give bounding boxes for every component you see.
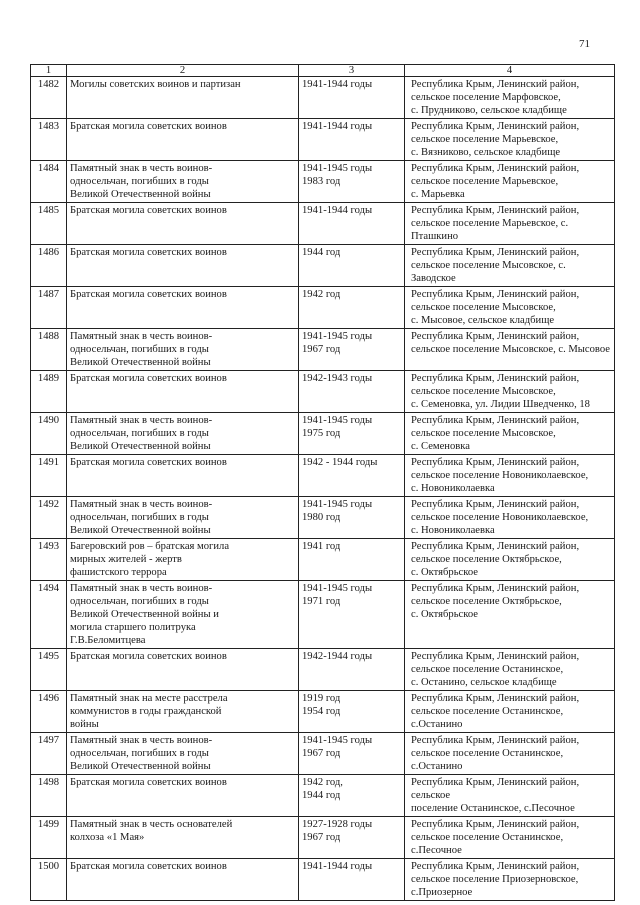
memorial-years-line: 1941-1944 годы bbox=[302, 205, 373, 216]
memorial-address-line: с. Новониколаевка bbox=[411, 525, 495, 536]
memorial-name-line: Братская могила советских воинов bbox=[70, 777, 227, 788]
memorial-name bbox=[67, 455, 299, 497]
memorial-years bbox=[299, 733, 405, 775]
memorial-address-line: с.Приозерное bbox=[411, 887, 473, 898]
table-row bbox=[31, 161, 615, 203]
memorial-address-line: поселение Останинское, с.Песочное bbox=[411, 803, 575, 814]
memorial-years-line: 1941 год bbox=[302, 541, 341, 552]
table-row bbox=[31, 413, 615, 455]
memorial-address bbox=[405, 245, 615, 287]
memorial-years bbox=[299, 119, 405, 161]
memorial-years bbox=[299, 775, 405, 817]
memorial-address-line: с. Мысовое, сельское кладбище bbox=[411, 315, 555, 326]
row-number: 1490 bbox=[31, 413, 67, 455]
memorial-name-line: Братская могила советских воинов bbox=[70, 651, 227, 662]
header-col-4: 4 bbox=[405, 65, 615, 77]
memorial-name bbox=[67, 817, 299, 859]
row-number: 1484 bbox=[31, 161, 67, 203]
memorial-address-line: Республика Крым, Ленинский район, bbox=[411, 163, 580, 174]
memorial-years-line: 1967 год bbox=[302, 344, 341, 355]
memorial-name-line: Великой Отечественной войны bbox=[70, 189, 211, 200]
memorial-name-line: Братская могила советских воинов bbox=[70, 247, 227, 258]
memorial-address bbox=[405, 497, 615, 539]
memorial-name-line: Великой Отечественной войны и bbox=[70, 609, 219, 620]
memorial-name-line: Братская могила советских воинов bbox=[70, 121, 227, 132]
memorial-address bbox=[405, 455, 615, 497]
table-row bbox=[31, 775, 615, 817]
memorial-name-line: Братская могила советских воинов bbox=[70, 289, 227, 300]
memorial-years-line: 1941-1945 годы bbox=[302, 415, 373, 426]
memorial-address-line: Республика Крым, Ленинский район, bbox=[411, 583, 580, 594]
memorial-name-line: могила старшего политрука bbox=[70, 622, 196, 633]
memorial-address-line: Республика Крым, Ленинский район, bbox=[411, 373, 580, 384]
row-number: 1488 bbox=[31, 329, 67, 371]
table-row bbox=[31, 77, 615, 119]
table-row bbox=[31, 497, 615, 539]
memorial-name-line: Великой Отечественной войны bbox=[70, 357, 211, 368]
memorial-address bbox=[405, 581, 615, 649]
table-row bbox=[31, 329, 615, 371]
memorial-name bbox=[67, 649, 299, 691]
memorial-address-line: сельское поселение Мысовское, bbox=[411, 302, 556, 313]
memorial-years bbox=[299, 691, 405, 733]
memorial-address-line: с. Останино, сельское кладбище bbox=[411, 677, 557, 688]
memorial-years-line: 1941-1944 годы bbox=[302, 121, 373, 132]
memorial-name-line: Великой Отечественной войны bbox=[70, 441, 211, 452]
memorial-address-line: сельское поселение Мысовское, с. Мысовое bbox=[411, 344, 610, 355]
memorial-address-line: с. Семеновка, ул. Лидии Шведченко, 18 bbox=[411, 399, 590, 410]
memorial-years-line: 1967 год bbox=[302, 832, 341, 843]
memorial-name-line: односельчан, погибших в годы bbox=[70, 344, 209, 355]
memorial-address-line: сельское поселение Мысовское, bbox=[411, 428, 556, 439]
row-number: 1487 bbox=[31, 287, 67, 329]
memorial-address bbox=[405, 649, 615, 691]
memorial-name bbox=[67, 119, 299, 161]
memorial-name-line: коммунистов в годы гражданской bbox=[70, 706, 222, 717]
memorial-name-line: Памятный знак в честь воинов- bbox=[70, 583, 213, 594]
memorial-address-line: сельское поселение Марьевское, bbox=[411, 134, 559, 145]
memorial-years bbox=[299, 539, 405, 581]
memorial-years bbox=[299, 77, 405, 119]
row-number: 1492 bbox=[31, 497, 67, 539]
memorial-address-line: сельское поселение Мысовское, bbox=[411, 386, 556, 397]
memorial-address bbox=[405, 77, 615, 119]
memorial-name-line: Могилы советских воинов и партизан bbox=[70, 79, 241, 90]
memorial-years bbox=[299, 649, 405, 691]
memorial-address bbox=[405, 119, 615, 161]
memorial-name bbox=[67, 539, 299, 581]
memorial-name-line: Братская могила советских воинов bbox=[70, 205, 227, 216]
table-row bbox=[31, 245, 615, 287]
row-number: 1496 bbox=[31, 691, 67, 733]
memorial-name-line: колхоза «1 Мая» bbox=[70, 832, 145, 843]
memorial-name bbox=[67, 245, 299, 287]
table-row bbox=[31, 859, 615, 901]
memorial-years bbox=[299, 161, 405, 203]
memorial-years bbox=[299, 203, 405, 245]
memorial-years-line: 1941-1945 годы bbox=[302, 735, 373, 746]
memorial-name bbox=[67, 203, 299, 245]
memorial-address-line: сельское поселение Останинское, с.Останино bbox=[411, 706, 564, 730]
row-number: 1499 bbox=[31, 817, 67, 859]
memorial-name-line: фашистского террора bbox=[70, 567, 167, 578]
memorial-years-line: 1927-1928 годы bbox=[302, 819, 373, 830]
memorial-name-line: Великой Отечественной войны bbox=[70, 525, 211, 536]
row-number: 1485 bbox=[31, 203, 67, 245]
memorial-name bbox=[67, 691, 299, 733]
memorial-address bbox=[405, 691, 615, 733]
memorial-address-line: с. Новониколаевка bbox=[411, 483, 495, 494]
memorial-name bbox=[67, 77, 299, 119]
memorial-years-line: 1941-1945 годы bbox=[302, 499, 373, 510]
memorial-name-line: Великой Отечественной войны bbox=[70, 761, 211, 772]
header-row bbox=[31, 65, 615, 77]
memorial-name bbox=[67, 859, 299, 901]
row-number: 1498 bbox=[31, 775, 67, 817]
memorial-name bbox=[67, 329, 299, 371]
memorial-address-line: Республика Крым, Ленинский район, bbox=[411, 331, 580, 342]
memorial-years bbox=[299, 413, 405, 455]
memorial-address-line: сельское поселение Октябрьское, bbox=[411, 554, 562, 565]
memorial-address bbox=[405, 287, 615, 329]
memorial-name-line: Братская могила советских воинов bbox=[70, 457, 227, 468]
memorial-years-line: 1919 год bbox=[302, 693, 341, 704]
memorial-name-line: Памятный знак в честь воинов- bbox=[70, 499, 213, 510]
memorial-name-line: односельчан, погибших в годы bbox=[70, 176, 209, 187]
memorial-address-line: Республика Крым, Ленинский район, bbox=[411, 205, 580, 216]
memorial-address-line: сельское поселение Октябрьское, bbox=[411, 596, 562, 607]
memorial-name bbox=[67, 733, 299, 775]
memorial-address-line: с. Марьевка bbox=[411, 189, 465, 200]
memorial-address-line: сельское поселение Мысовское, с. Заводское bbox=[411, 260, 566, 284]
memorial-years-line: 1942 - 1944 годы bbox=[302, 457, 378, 468]
header-col-2: 2 bbox=[67, 65, 299, 77]
table-row bbox=[31, 817, 615, 859]
table-row bbox=[31, 371, 615, 413]
memorial-address-line: с. Октябрьское bbox=[411, 609, 478, 620]
memorial-name-line: Памятный знак в честь воинов- bbox=[70, 735, 213, 746]
memorial-name-line: Г.В.Беломитцева bbox=[70, 635, 146, 646]
memorial-address-line: Республика Крым, Ленинский район, bbox=[411, 499, 580, 510]
memorial-years bbox=[299, 859, 405, 901]
memorial-name-line: односельчан, погибших в годы bbox=[70, 512, 209, 523]
table-row bbox=[31, 691, 615, 733]
memorial-years-line: 1941-1944 годы bbox=[302, 861, 373, 872]
memorial-name bbox=[67, 413, 299, 455]
memorial-name-line: односельчан, погибших в годы bbox=[70, 596, 209, 607]
row-number: 1497 bbox=[31, 733, 67, 775]
memorial-address bbox=[405, 329, 615, 371]
memorial-address-line: сельское поселение Марьевское, с. Пташкино bbox=[411, 218, 569, 242]
table-row bbox=[31, 539, 615, 581]
memorial-years-line: 1942 год, bbox=[302, 777, 343, 788]
memorial-name bbox=[67, 287, 299, 329]
memorial-address-line: Республика Крым, Ленинский район, bbox=[411, 693, 580, 704]
memorial-years-line: 1941-1945 годы bbox=[302, 331, 373, 342]
memorial-address-line: с. Прудниково, сельское кладбище bbox=[411, 105, 567, 116]
header-col-1: 1 bbox=[31, 65, 67, 77]
memorial-years-line: 1967 год bbox=[302, 748, 341, 759]
table-row bbox=[31, 649, 615, 691]
memorial-years bbox=[299, 817, 405, 859]
memorial-years bbox=[299, 371, 405, 413]
memorial-name bbox=[67, 581, 299, 649]
memorial-address bbox=[405, 859, 615, 901]
memorial-name bbox=[67, 371, 299, 413]
memorial-address-line: Республика Крым, Ленинский район, bbox=[411, 247, 580, 258]
memorial-address-line: Республика Крым, Ленинский район, bbox=[411, 289, 580, 300]
memorial-name bbox=[67, 161, 299, 203]
row-number: 1494 bbox=[31, 581, 67, 649]
row-number: 1482 bbox=[31, 77, 67, 119]
memorial-name-line: односельчан, погибших в годы bbox=[70, 748, 209, 759]
memorial-years-line: 1944 год bbox=[302, 247, 341, 258]
table-row bbox=[31, 581, 615, 649]
memorial-address-line: Республика Крым, Ленинский район, bbox=[411, 861, 580, 872]
memorial-address-line: сельское поселение Приозерновское, bbox=[411, 874, 579, 885]
memorial-years bbox=[299, 581, 405, 649]
memorial-years-line: 1941-1945 годы bbox=[302, 583, 373, 594]
memorial-address-line: сельское поселение Марьевское, bbox=[411, 176, 559, 187]
memorial-name-line: Памятный знак в честь воинов- bbox=[70, 331, 213, 342]
table-row bbox=[31, 733, 615, 775]
memorial-address bbox=[405, 539, 615, 581]
memorial-years-line: 1942-1944 годы bbox=[302, 651, 373, 662]
memorial-address-line: Республика Крым, Ленинский район, bbox=[411, 79, 580, 90]
memorial-address-line: сельское поселение Останинское, bbox=[411, 664, 564, 675]
memorial-address-line: Республика Крым, Ленинский район, bbox=[411, 541, 580, 552]
memorial-address-line: с. Семеновка bbox=[411, 441, 470, 452]
memorial-years-line: 1983 год bbox=[302, 176, 341, 187]
table-row bbox=[31, 287, 615, 329]
memorial-years bbox=[299, 287, 405, 329]
memorial-years-line: 1971 год bbox=[302, 596, 341, 607]
row-number: 1489 bbox=[31, 371, 67, 413]
table-row bbox=[31, 203, 615, 245]
memorial-name-line: Памятный знак в честь основателей bbox=[70, 819, 233, 830]
memorial-years bbox=[299, 455, 405, 497]
memorial-name-line: односельчан, погибших в годы bbox=[70, 428, 209, 439]
memorial-name-line: мирных жителей - жертв bbox=[70, 554, 182, 565]
row-number: 1500 bbox=[31, 859, 67, 901]
memorial-years-line: 1942 год bbox=[302, 289, 341, 300]
row-number: 1491 bbox=[31, 455, 67, 497]
table-row bbox=[31, 455, 615, 497]
memorial-years-line: 1942-1943 годы bbox=[302, 373, 373, 384]
memorial-name-line: Братская могила советских воинов bbox=[70, 373, 227, 384]
memorial-name-line: Багеровский ров – братская могила bbox=[70, 541, 230, 552]
memorial-address-line: Республика Крым, Ленинский район, сельское bbox=[411, 777, 580, 801]
memorial-address-line: сельское поселение Новониколаевское, bbox=[411, 512, 589, 523]
header-col-3: 3 bbox=[299, 65, 405, 77]
memorial-years-line: 1980 год bbox=[302, 512, 341, 523]
memorial-address-line: Республика Крым, Ленинский район, bbox=[411, 415, 580, 426]
memorial-years bbox=[299, 245, 405, 287]
memorial-address bbox=[405, 203, 615, 245]
memorial-years-line: 1944 год bbox=[302, 790, 341, 801]
table-body bbox=[31, 77, 615, 901]
memorials-table bbox=[30, 64, 615, 901]
memorial-address-line: с. Октябрьское bbox=[411, 567, 478, 578]
page-number: 71 bbox=[579, 38, 590, 50]
memorial-years bbox=[299, 497, 405, 539]
memorial-address-line: Республика Крым, Ленинский район, bbox=[411, 819, 580, 830]
memorial-address bbox=[405, 775, 615, 817]
memorial-name bbox=[67, 775, 299, 817]
row-number: 1483 bbox=[31, 119, 67, 161]
memorial-address-line: Республика Крым, Ленинский район, bbox=[411, 735, 580, 746]
memorial-address bbox=[405, 371, 615, 413]
memorial-address-line: Республика Крым, Ленинский район, bbox=[411, 457, 580, 468]
memorial-address bbox=[405, 733, 615, 775]
memorial-name-line: Памятный знак в честь воинов- bbox=[70, 163, 213, 174]
memorial-address-line: сельское поселение Останинское, с.Останино bbox=[411, 748, 564, 772]
memorial-address-line: Республика Крым, Ленинский район, bbox=[411, 651, 580, 662]
row-number: 1486 bbox=[31, 245, 67, 287]
memorial-name-line: Памятный знак в честь воинов- bbox=[70, 415, 213, 426]
memorial-years-line: 1975 год bbox=[302, 428, 341, 439]
memorial-name-line: Братская могила советских воинов bbox=[70, 861, 227, 872]
memorial-name bbox=[67, 497, 299, 539]
memorial-address-line: Республика Крым, Ленинский район, bbox=[411, 121, 580, 132]
memorial-years-line: 1954 год bbox=[302, 706, 341, 717]
memorial-address bbox=[405, 161, 615, 203]
memorial-address-line: сельское поселение Марфовское, bbox=[411, 92, 561, 103]
memorial-name-line: войны bbox=[70, 719, 99, 730]
memorial-years-line: 1941-1944 годы bbox=[302, 79, 373, 90]
memorial-years bbox=[299, 329, 405, 371]
memorial-address-line: с. Вязниково, сельское кладбище bbox=[411, 147, 561, 158]
memorial-address bbox=[405, 817, 615, 859]
table-row bbox=[31, 119, 615, 161]
memorial-years-line: 1941-1945 годы bbox=[302, 163, 373, 174]
memorial-address-line: сельское поселение Останинское, с.Песочное bbox=[411, 832, 564, 856]
memorial-address bbox=[405, 413, 615, 455]
row-number: 1495 bbox=[31, 649, 67, 691]
memorial-address-line: сельское поселение Новониколаевское, bbox=[411, 470, 589, 481]
row-number: 1493 bbox=[31, 539, 67, 581]
memorial-name-line: Памятный знак на месте расстрела bbox=[70, 693, 228, 704]
